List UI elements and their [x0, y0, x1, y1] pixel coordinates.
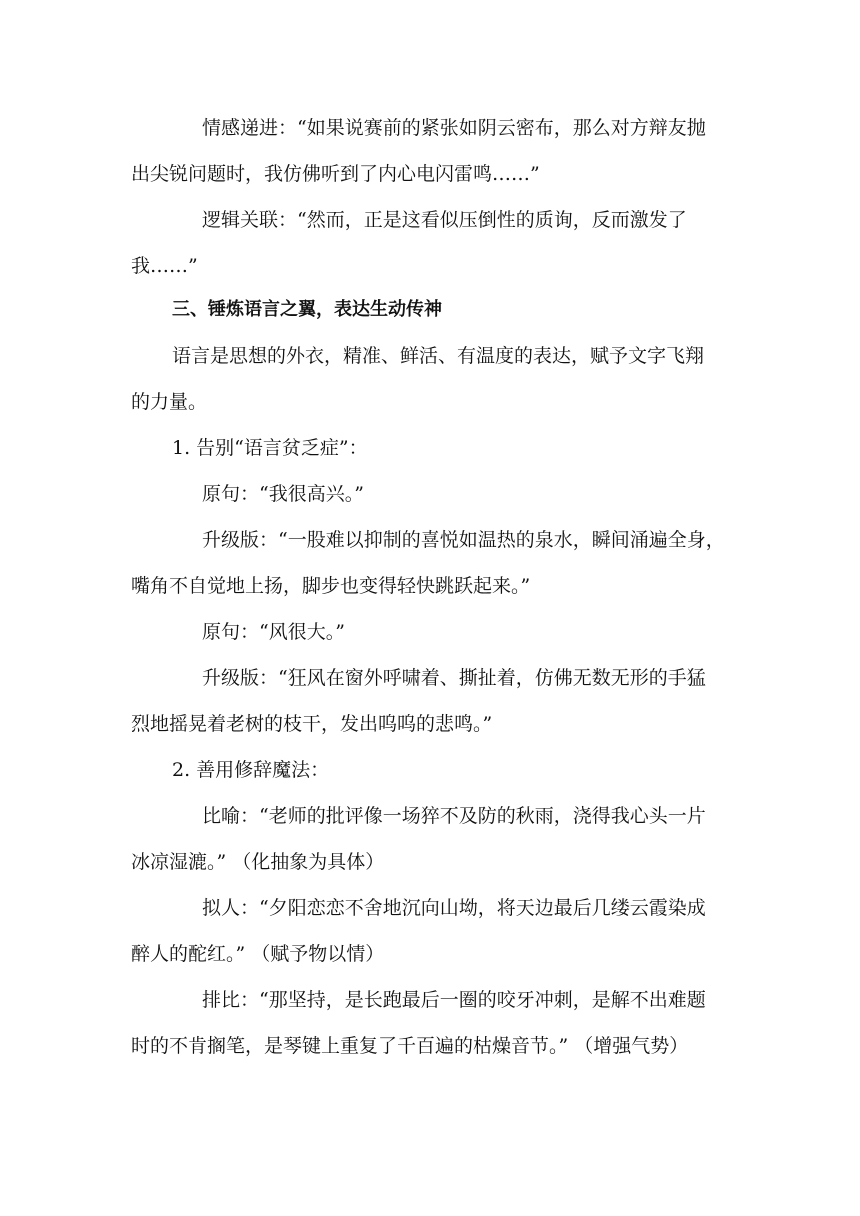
paragraph-line: 语言是思想的外衣，精准、鲜活、有温度的表达，赋予文字飞翔 [172, 345, 705, 367]
paragraph-line: 出尖锐问题时，我仿佛听到了内心电闪雷鸣……” [131, 163, 540, 185]
paragraph-line: 比喻：“老师的批评像一场猝不及防的秋雨，浇得我心头一片 [202, 805, 706, 827]
paragraph-line: 拟人：“夕阳恋恋不舍地沉向山坳，将天边最后几缕云霞染成 [202, 897, 706, 919]
section-heading: 三、锤炼语言之翼，表达生动传神 [172, 299, 442, 320]
list-item-heading: 1. 告别“语言贫乏症”： [172, 437, 368, 459]
paragraph-line: 时的不肯搁笔，是琴键上重复了千百遍的枯燥音节。” （增强气势） [131, 1035, 689, 1057]
paragraph-line: 升级版：“一股难以抑制的喜悦如温热的泉水，瞬间涌遍全身， [202, 529, 725, 551]
paragraph-line: 嘴角不自觉地上扬，脚步也变得轻快跳跃起来。” [131, 575, 531, 597]
paragraph-line: 冰凉湿漉。” （化抽象为具体） [131, 851, 385, 873]
paragraph-line: 排比：“那坚持，是长跑最后一圈的咬牙冲刺，是解不出难题 [202, 989, 706, 1011]
paragraph-line: 逻辑关联：“然而，正是这看似压倒性的质询，反而激发了 [202, 209, 687, 231]
paragraph-line: 情感递进：“如果说赛前的紧张如阴云密布，那么对方辩友抛 [202, 117, 706, 139]
paragraph-line: 醉人的酡红。” （赋予物以情） [131, 943, 385, 965]
paragraph-line: 我……” [131, 255, 198, 277]
paragraph-line: 原句：“风很大。” [202, 621, 345, 643]
paragraph-line: 烈地摇晃着老树的枝干，发出呜呜的悲鸣。” [131, 713, 493, 735]
paragraph-line: 原句：“我很高兴。” [202, 483, 364, 505]
list-item-heading: 2. 善用修辞魔法： [172, 759, 330, 781]
paragraph-line: 升级版：“狂风在窗外呼啸着、撕扯着，仿佛无数无形的手猛 [202, 667, 706, 689]
paragraph-line: 的力量。 [131, 391, 208, 413]
